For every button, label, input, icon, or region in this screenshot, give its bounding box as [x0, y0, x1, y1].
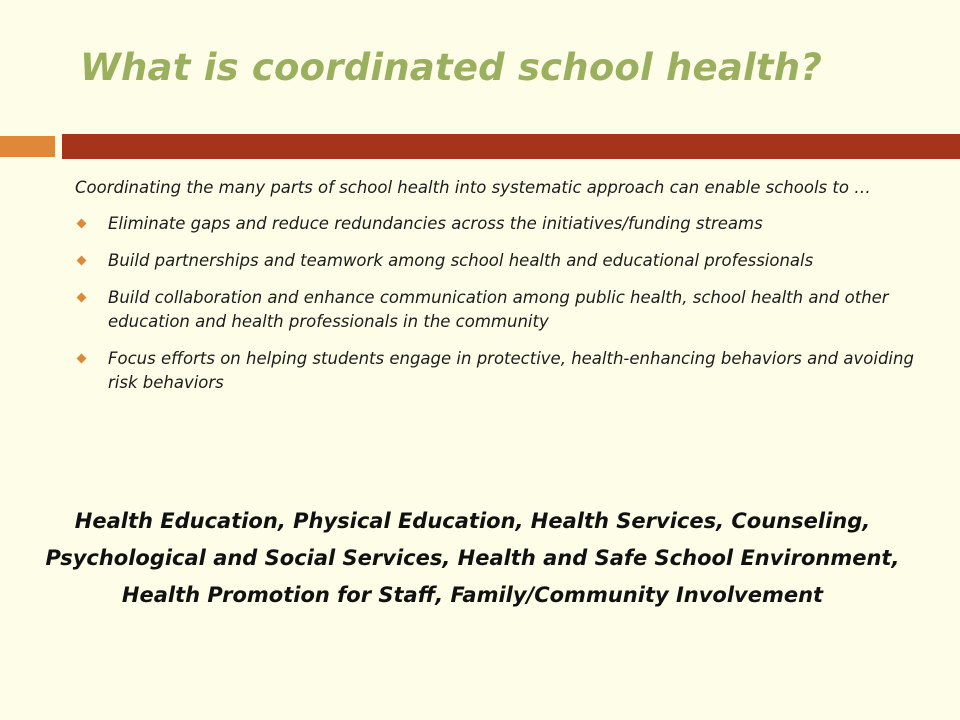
- components-summary: Health Education, Physical Education, Health Services, Counseling, Psychological and Social Services, Health and Safe School Environment, Health Promotion for Staff, Family/Community Involvement: [45, 509, 900, 607]
- accent-bar-gap: [55, 134, 62, 159]
- slide-title: What is coordinated school health?: [80, 46, 822, 89]
- bullet-text: Focus efforts on helping students engage in protective, health-enhancing behaviors and avoiding risk behaviors: [108, 349, 914, 392]
- bullet-text: Eliminate gaps and reduce redundancies across the initiatives/funding streams: [108, 214, 763, 233]
- bullet-text: Build partnerships and teamwork among school health and educational professionals: [108, 251, 814, 270]
- slide-body: [75, 176, 915, 408]
- bullet-item: [75, 286, 915, 334]
- accent-bar-orange: [0, 136, 55, 157]
- intro-text: Coordinating the many parts of school health into systematic approach can enable schools to …: [75, 178, 871, 197]
- bullet-text: Build collaboration and enhance communication among public health, school health and other education and health professionals in the community: [108, 288, 889, 331]
- accent-bar-red: [62, 134, 960, 159]
- bullet-item: [75, 249, 915, 273]
- diamond-bullet-icon: [77, 354, 87, 364]
- bullet-item: [75, 347, 915, 395]
- diamond-bullet-icon: [77, 219, 87, 229]
- diamond-bullet-icon: [77, 293, 87, 303]
- bullet-list: [75, 212, 915, 395]
- bullet-item: [75, 212, 915, 236]
- diamond-bullet-icon: [77, 256, 87, 266]
